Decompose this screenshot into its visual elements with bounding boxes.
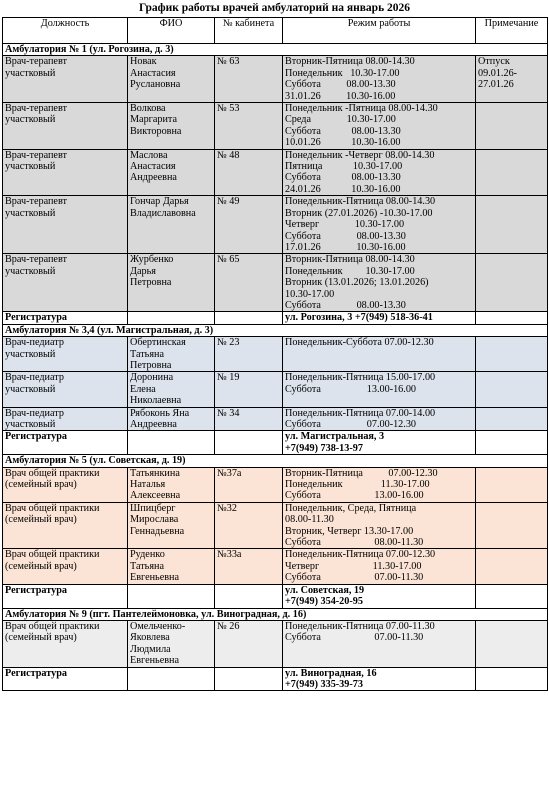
schedule-cell	[283, 372, 476, 407]
doctor-name-cell-line: Журбенко	[130, 254, 174, 266]
schedule-cell-line: Вторник (13.01.2026; 13.01.2026)	[285, 277, 429, 289]
room-cell-line: № 26	[217, 620, 240, 632]
room-cell-line: № 49	[217, 196, 240, 208]
schedule-cell-line: Суббота 13.00-16.00	[285, 490, 424, 502]
doctor-name-cell-line: Обертинская	[130, 337, 186, 349]
schedule-cell-line: 24.01.26 10.30-16.00	[285, 183, 401, 195]
doctor-name-cell-line: Алексеевна	[130, 490, 181, 502]
position-cell-line: Врач-терапевт	[5, 103, 67, 115]
schedule-cell-line: Суббота 07.00-11.30	[285, 632, 424, 644]
schedule-cell-line: Понедельник -Пятница 08.00-14.30	[285, 103, 438, 115]
room-cell-line: № 53	[217, 103, 240, 115]
doctor-name-cell	[128, 372, 215, 407]
table-row	[3, 620, 548, 667]
doctor-name-cell	[128, 56, 215, 103]
room-cell	[215, 56, 283, 103]
doctor-name-cell-line: Владиславовна	[130, 207, 196, 219]
schedule-cell-line: Суббота 08.00-11.30	[285, 537, 424, 549]
position-cell-line: Врач-терапевт	[5, 149, 67, 161]
doctor-name-cell	[128, 254, 215, 312]
table-row	[3, 103, 548, 150]
schedule-cell-line: Понедельник 11.30-17.00	[285, 479, 430, 491]
header-name: ФИО	[128, 18, 215, 44]
schedule-cell-line: Среда 10.30-17.00	[285, 114, 396, 126]
schedule-cell-line: Понедельник-Пятница 07.00-11.30	[285, 620, 435, 632]
doctor-name-cell-line: Геннадьевна	[130, 525, 185, 537]
schedule-cell-line: Суббота 08.00-13.30	[285, 230, 406, 242]
note-cell	[476, 407, 548, 431]
table-row	[3, 407, 548, 431]
doctor-name-cell-line: Людмила	[130, 643, 171, 655]
table-row	[3, 372, 548, 407]
doctor-name-cell	[128, 337, 215, 372]
position-cell	[3, 407, 128, 431]
registry-info-line: ул. Рогозина, 3 +7(949) 518-36-41	[285, 312, 433, 324]
doctor-name-cell-line: Волкова	[130, 103, 166, 115]
schedule-cell	[283, 56, 476, 103]
doctor-name-cell-line: Рябоконь Яна	[130, 407, 190, 419]
doctor-name-cell-line: Омельченко-	[130, 620, 186, 632]
registry-row	[3, 584, 548, 608]
schedule-cell-line: Понедельник-Суббота 07.00-12.30	[285, 337, 434, 349]
position-cell-line: (семейный врач)	[5, 560, 77, 572]
schedule-cell-line: Понедельник-Пятница 07.00-14.00	[285, 407, 436, 419]
registry-info-line: +7(949) 738-13-97	[285, 442, 363, 454]
schedule-cell-line: Понедельник-Пятница 15.00-17.00	[285, 372, 436, 384]
doctor-name-cell-line: Маслова	[130, 149, 168, 161]
section-title	[3, 455, 548, 467]
doctor-name-cell-line: Гончар Дарья	[130, 196, 189, 208]
registry-info-line: +7(949) 335-39-73	[285, 678, 363, 690]
registry-label	[3, 312, 128, 324]
doctor-name-cell	[128, 620, 215, 667]
schedule-cell-line: Вторник (27.01.2026) -10.30-17.00	[285, 207, 433, 219]
doctor-name-cell-line: Елена	[130, 383, 156, 395]
position-cell	[3, 103, 128, 150]
registry-info-line: ул. Магистральная, 3	[285, 431, 385, 443]
position-cell-line: участковый	[5, 161, 56, 173]
registry-label-line: Регистратура	[5, 312, 67, 324]
header-schedule: Режим работы	[283, 18, 476, 44]
schedule-cell	[283, 407, 476, 431]
doctor-name-cell-line: Анастасия	[130, 67, 176, 79]
position-cell	[3, 337, 128, 372]
note-cell	[476, 620, 548, 667]
room-cell-line: № 65	[217, 254, 240, 266]
position-cell	[3, 254, 128, 312]
doctor-name-cell	[128, 103, 215, 150]
note-cell-line: Отпуск	[478, 56, 510, 68]
doctor-name-cell-line: Петровна	[130, 277, 172, 289]
schedule-cell	[283, 620, 476, 667]
doctor-name-cell-line: Новак	[130, 56, 157, 68]
doctor-name-cell-line: Андреевна	[130, 419, 177, 430]
schedule-cell-line: Вторник-Пятница 07.00-12.30	[285, 467, 438, 479]
section-title	[3, 324, 548, 336]
position-cell-line: Врач общей практики	[5, 502, 100, 514]
section-title-line: Амбулатория № 9 (пгт. Пантелеймоновка, ул. Виноградная, д. 16)	[5, 608, 307, 620]
position-cell	[3, 196, 128, 254]
doctor-name-cell-line: Евгеньевна	[130, 572, 180, 584]
schedule-cell	[283, 103, 476, 150]
position-cell-line: Врач-педиатр	[5, 372, 64, 384]
table-row	[3, 254, 548, 312]
room-cell	[215, 254, 283, 312]
doctor-name-cell-line: Викторовна	[130, 125, 182, 137]
doctor-name-cell-line: Доронина	[130, 372, 174, 384]
schedule-cell	[283, 502, 476, 549]
position-cell-line: Врач-терапевт	[5, 254, 67, 266]
position-cell	[3, 149, 128, 196]
section-title-line: Амбулатория № 3,4 (ул. Магистральная, д. 3)	[5, 324, 214, 336]
doctor-name-cell-line: Яковлева	[130, 632, 170, 644]
registry-row	[3, 431, 548, 455]
registry-info	[283, 667, 476, 691]
note-cell	[476, 149, 548, 196]
doctor-name-cell-line: Петровна	[130, 359, 172, 371]
room-cell-line: № 48	[217, 149, 240, 161]
section-title-line: Амбулатория № 1 (ул. Рогозина, д. 3)	[5, 44, 174, 55]
note-cell	[476, 467, 548, 502]
room-cell	[215, 549, 283, 584]
registry-info	[283, 312, 476, 324]
registry-empty	[476, 584, 548, 608]
room-cell-line: № 34	[217, 407, 240, 419]
header-row	[3, 18, 548, 44]
room-cell-line: №32	[217, 502, 237, 514]
schedule-cell	[283, 337, 476, 372]
doctor-name-cell-line: Руденко	[130, 549, 165, 561]
registry-label-line: Регистратура	[5, 431, 67, 443]
table-body	[3, 44, 548, 691]
schedule-cell-line: Четверг 11.30-17.00	[285, 560, 422, 572]
note-cell	[476, 196, 548, 254]
room-cell	[215, 149, 283, 196]
section-title	[3, 44, 548, 56]
doctor-name-cell-line: Андреевна	[130, 172, 177, 184]
registry-empty	[128, 584, 215, 608]
room-cell-line: №33а	[217, 549, 242, 561]
schedule-cell-line: Суббота 08.00-13.30	[285, 172, 401, 184]
registry-empty	[215, 431, 283, 455]
section-header	[3, 455, 548, 467]
registry-empty	[128, 312, 215, 324]
schedule-cell-line: 08.00-11.30	[285, 514, 334, 526]
schedule-cell-line: 31.01.26 10.30-16.00	[285, 90, 396, 102]
registry-empty	[215, 584, 283, 608]
position-cell	[3, 620, 128, 667]
room-cell-line: № 63	[217, 56, 240, 68]
position-cell-line: Врач-педиатр	[5, 337, 64, 349]
schedule-table	[2, 17, 548, 691]
doctor-name-cell-line: Дарья	[130, 265, 156, 277]
note-cell	[476, 549, 548, 584]
position-cell-line: Врач общей практики	[5, 467, 100, 479]
room-cell-line: № 23	[217, 337, 240, 349]
section-header	[3, 324, 548, 336]
schedule-cell-line: Суббота 13.00-16.00	[285, 383, 417, 395]
note-cell	[476, 337, 548, 372]
registry-empty	[128, 667, 215, 691]
schedule-cell-line: Вторник, Четверг 13.30-17.00	[285, 525, 414, 537]
schedule-cell	[283, 254, 476, 312]
table-row	[3, 549, 548, 584]
position-cell-line: Врач общей практики	[5, 620, 100, 632]
position-cell	[3, 372, 128, 407]
registry-empty	[215, 312, 283, 324]
schedule-cell-line: Понедельник 10.30-17.00	[285, 265, 415, 277]
room-cell	[215, 620, 283, 667]
schedule-cell-line: Суббота 07.00-11.30	[285, 572, 424, 584]
doctor-name-cell	[128, 407, 215, 431]
registry-label-line: Регистратура	[5, 584, 67, 596]
schedule-cell-line: Четверг 10.30-17.00	[285, 219, 405, 231]
schedule-cell-line: Суббота 08.00-13.30	[285, 125, 401, 137]
doctor-name-cell-line: Татьяна	[130, 348, 164, 360]
room-cell	[215, 372, 283, 407]
section-header	[3, 44, 548, 56]
room-cell	[215, 467, 283, 502]
note-cell	[476, 502, 548, 549]
position-cell	[3, 467, 128, 502]
registry-info	[283, 431, 476, 455]
schedule-cell-line: Понедельник-Пятница 08.00-14.30	[285, 196, 436, 208]
position-cell	[3, 549, 128, 584]
page-title: График работы врачей амбулаторий на январь 2026	[138, 2, 411, 14]
doctor-name-cell	[128, 196, 215, 254]
schedule-cell-line: Пятница 10.30-17.00	[285, 161, 403, 173]
doctor-name-cell-line: Николаевна	[130, 395, 182, 407]
schedule-cell-line: 10.30-17.00	[285, 288, 335, 300]
schedule-cell-line: Суббота 07.00-12.30	[285, 419, 417, 430]
room-cell	[215, 196, 283, 254]
schedule-cell-line: Вторник-Пятница 08.00-14.30	[285, 56, 415, 68]
schedule-cell-line: Понедельник 10.30-17.00	[285, 67, 400, 79]
registry-label	[3, 667, 128, 691]
doctor-name-cell	[128, 549, 215, 584]
position-cell-line: (семейный врач)	[5, 514, 77, 526]
doctor-name-cell-line: Руслановна	[130, 79, 181, 91]
doctor-name-cell-line: Татьянкина	[130, 467, 180, 479]
schedule-cell-line: Понедельник-Пятница 07.00-12.30	[285, 549, 436, 561]
doctor-name-cell-line: Наталья	[130, 479, 166, 491]
doctor-name-cell-line: Татьяна	[130, 560, 164, 572]
position-cell-line: участковый	[5, 348, 56, 360]
registry-label	[3, 584, 128, 608]
registry-row	[3, 667, 548, 691]
table-row	[3, 196, 548, 254]
position-cell-line: участковый	[5, 67, 56, 79]
position-cell-line: участковый	[5, 265, 56, 277]
registry-empty	[476, 312, 548, 324]
doctor-name-cell-line: Маргарита	[130, 114, 178, 126]
schedule-cell	[283, 149, 476, 196]
section-header	[3, 608, 548, 620]
table-row	[3, 467, 548, 502]
note-cell-line: 09.01.26-	[478, 67, 518, 79]
room-cell-line: № 19	[217, 372, 240, 384]
note-cell	[476, 56, 548, 103]
position-cell-line: участковый	[5, 114, 56, 126]
position-cell-line: участковый	[5, 419, 56, 430]
room-cell	[215, 337, 283, 372]
schedule-cell	[283, 196, 476, 254]
position-cell-line: Врач-терапевт	[5, 56, 67, 68]
position-cell	[3, 502, 128, 549]
registry-label-line: Регистратура	[5, 667, 67, 679]
room-cell	[215, 103, 283, 150]
registry-empty	[476, 667, 548, 691]
position-cell	[3, 56, 128, 103]
doctor-name-cell-line: Мирослава	[130, 514, 179, 526]
schedule-cell-line: Суббота 08.00-13.30	[285, 79, 396, 91]
registry-empty	[476, 431, 548, 455]
header-position: Должность	[3, 18, 128, 44]
doctor-name-cell-line: Шпицберг	[130, 502, 176, 514]
registry-empty	[215, 667, 283, 691]
table-row	[3, 149, 548, 196]
doctor-name-cell-line: Анастасия	[130, 161, 176, 173]
schedule-cell-line: Суббота 08.00-13.30	[285, 299, 406, 311]
header-note: Примечание	[476, 18, 548, 44]
table-row	[3, 56, 548, 103]
schedule-cell-line: 17.01.26 10.30-16.00	[285, 241, 406, 253]
position-cell-line: участковый	[5, 207, 56, 219]
schedule-cell-line: 10.01.26 10.30-16.00	[285, 137, 401, 149]
note-cell-line: 27.01.26	[478, 79, 514, 91]
room-cell	[215, 407, 283, 431]
position-cell-line: (семейный врач)	[5, 479, 77, 491]
room-cell-line: №37а	[217, 467, 242, 479]
room-cell	[215, 502, 283, 549]
schedule-cell-line: Вторник-Пятница 08.00-14.30	[285, 254, 415, 266]
table-row	[3, 502, 548, 549]
position-cell-line: (семейный врач)	[5, 632, 77, 644]
registry-info-line: ул. Советская, 19	[285, 584, 365, 596]
registry-empty	[128, 431, 215, 455]
position-cell-line: участковый	[5, 383, 56, 395]
schedule-cell	[283, 549, 476, 584]
section-title-line: Амбулатория № 5 (ул. Советская, д. 19)	[5, 455, 186, 467]
note-cell	[476, 372, 548, 407]
schedule-cell-line: Понедельник -Четверг 08.00-14.30	[285, 149, 435, 161]
note-cell	[476, 103, 548, 150]
doctor-name-cell	[128, 502, 215, 549]
doctor-name-cell	[128, 149, 215, 196]
registry-info-line: ул. Виноградная, 16	[285, 667, 377, 679]
header-room: № кабинета	[215, 18, 283, 44]
registry-label	[3, 431, 128, 455]
schedule-cell	[283, 467, 476, 502]
registry-row	[3, 312, 548, 324]
position-cell-line: Врач-педиатр	[5, 407, 64, 419]
position-cell-line: Врач общей практики	[5, 549, 100, 561]
note-cell	[476, 254, 548, 312]
position-cell-line: Врач-терапевт	[5, 196, 67, 208]
registry-info	[283, 584, 476, 608]
doctor-name-cell-line: Евгеньевна	[130, 655, 180, 667]
section-title	[3, 608, 548, 620]
doctor-name-cell	[128, 467, 215, 502]
table-row	[3, 337, 548, 372]
registry-info-line: +7(949) 354-20-95	[285, 596, 363, 608]
schedule-cell-line: Понедельник, Среда, Пятница	[285, 502, 417, 514]
